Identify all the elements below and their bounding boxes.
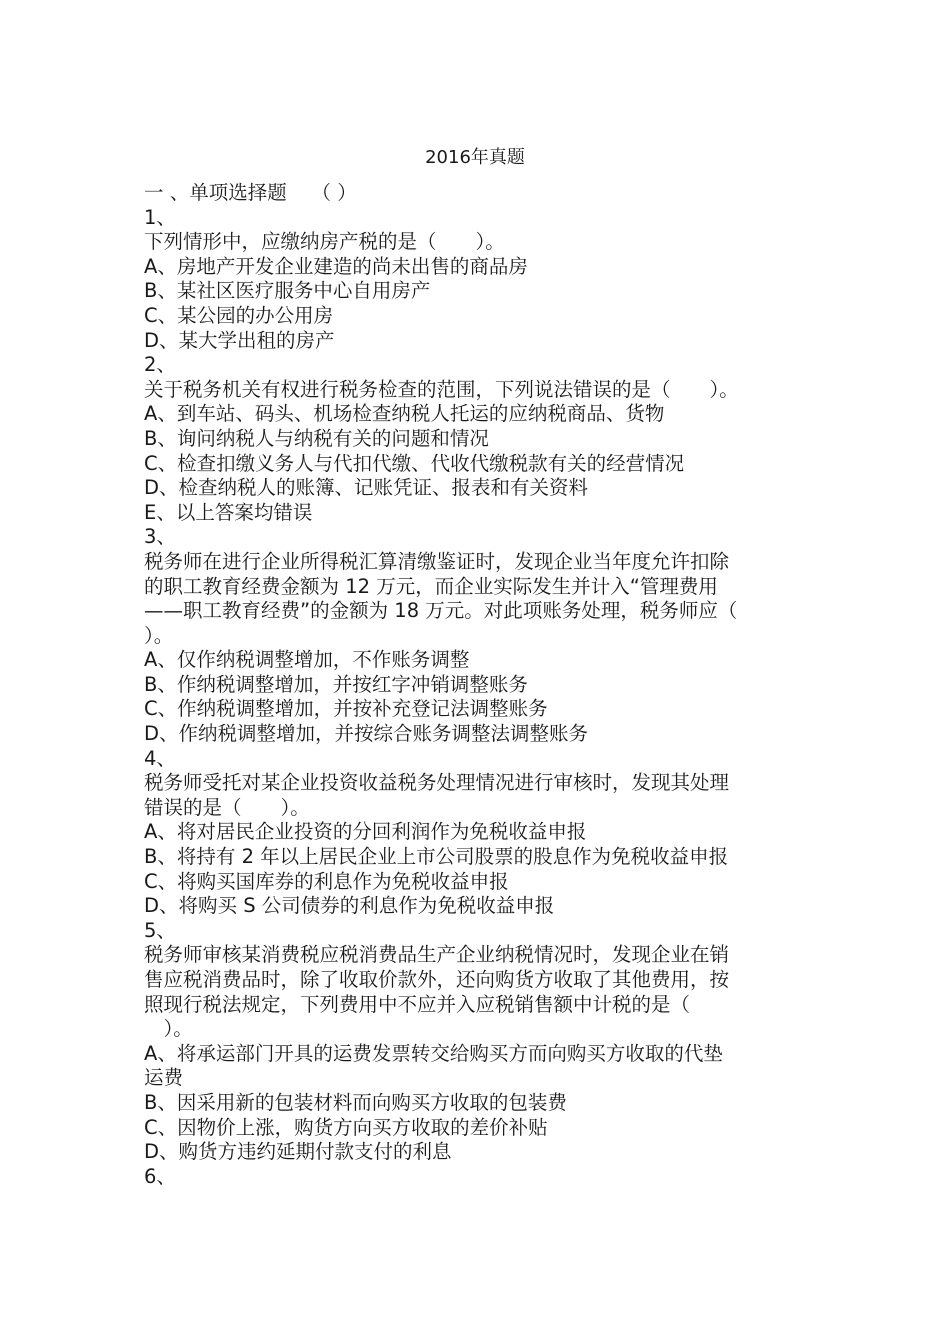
answer-option: B、询问纳税人与纳税有关的问题和情况: [144, 426, 489, 450]
question-text: ——职工教育经费”的金额为 18 万元。对此项账务处理，税务师应（: [144, 599, 738, 623]
question-text: ）。: [144, 623, 174, 647]
answer-option: E、以上答案均错误: [144, 500, 313, 524]
question-text: 售应税消费品时，除了收取价款外，还向购货方收取了其他费用，按: [144, 968, 730, 991]
answer-option: B、因采用新的包装材料而向购买方收取的包装费: [144, 1090, 567, 1114]
question-list: [144, 206, 808, 1190]
answer-option: A、到车站、码头、机场检查纳税人托运的应纳税商品、货物: [144, 402, 665, 426]
question-number: 1、: [144, 205, 176, 229]
document-body: [144, 181, 808, 1189]
answer-option: D、某大学出租的房产: [144, 328, 335, 352]
answer-option: D、购货方违约延期付款支付的利息: [144, 1140, 452, 1164]
answer-option: C、因物价上涨，购货方向买方收取的差价补贴: [144, 1115, 548, 1139]
section-heading: 一 、单项选择题 （ ）: [144, 181, 357, 204]
answer-option: A、房地产开发企业建造的尚未出售的商品房: [144, 254, 528, 278]
answer-option: C、检查扣缴义务人与代扣代缴、代收代缴税款有关的经营情况: [144, 451, 685, 475]
question-text: 关于税务机关有权进行税务检查的范围，下列说法错误的是（ ）。: [144, 377, 739, 401]
answer-option: D、将购买 S 公司债券的利息作为免税收益申报: [144, 894, 555, 918]
answer-option: B、某社区医疗服务中心自用房产: [144, 279, 431, 303]
question-text: 税务师在进行企业所得税汇算清缴鉴证时，发现企业当年度允许扣除: [144, 549, 730, 573]
answer-option: B、作纳税调整增加，并按红字冲销调整账务: [144, 672, 528, 696]
answer-option: B、将持有 2 年以上居民企业上市公司股票的股息作为免税收益申报: [144, 845, 729, 869]
document-title: 2016年真题: [425, 147, 525, 168]
answer-option: D、检查纳税人的账簿、记账凭证、报表和有关资料: [144, 476, 589, 500]
question-text: 运费: [144, 1066, 184, 1090]
question-number: 4、: [144, 746, 176, 770]
question-text: 的职工教育经费金额为 12 万元，而企业实际发生并计入“管理费用: [144, 574, 718, 598]
question-number: 6、: [144, 1164, 176, 1188]
answer-option: C、将购买国库券的利息作为免税收益申报: [144, 869, 509, 893]
question-number: 3、: [144, 525, 176, 549]
answer-option: A、将承运部门开具的运费发票转交给购买方而向购买方收取的代垫: [144, 1041, 723, 1065]
question-text: 错误的是（ ）。: [144, 795, 310, 819]
question-text: 下列情形中，应缴纳房产税的是（ ）。: [144, 230, 505, 254]
question-number: 5、: [144, 918, 176, 942]
answer-option: C、作纳税调整增加，并按补充登记法调整账务: [144, 697, 548, 721]
question-text: ）。: [144, 1017, 193, 1041]
question-text: 税务师审核某消费税应税消费品生产企业纳税情况时，发现企业在销: [144, 943, 730, 967]
question-number: 2、: [144, 353, 176, 377]
answer-option: D、作纳税调整增加，并按综合账务调整法调整账务: [144, 722, 589, 746]
question-text: 照现行税法规定，下列费用中不应并入应税销售额中计税的是（: [144, 992, 691, 1016]
answer-option: A、将对居民企业投资的分回利润作为免税收益申报: [144, 820, 587, 844]
question-text: 税务师受托对某企业投资收益税务处理情况进行审核时，发现其处理: [144, 771, 730, 795]
answer-option: C、某公园的办公用房: [144, 303, 334, 327]
answer-option: A、仅作纳税调整增加，不作账务调整: [144, 648, 470, 672]
